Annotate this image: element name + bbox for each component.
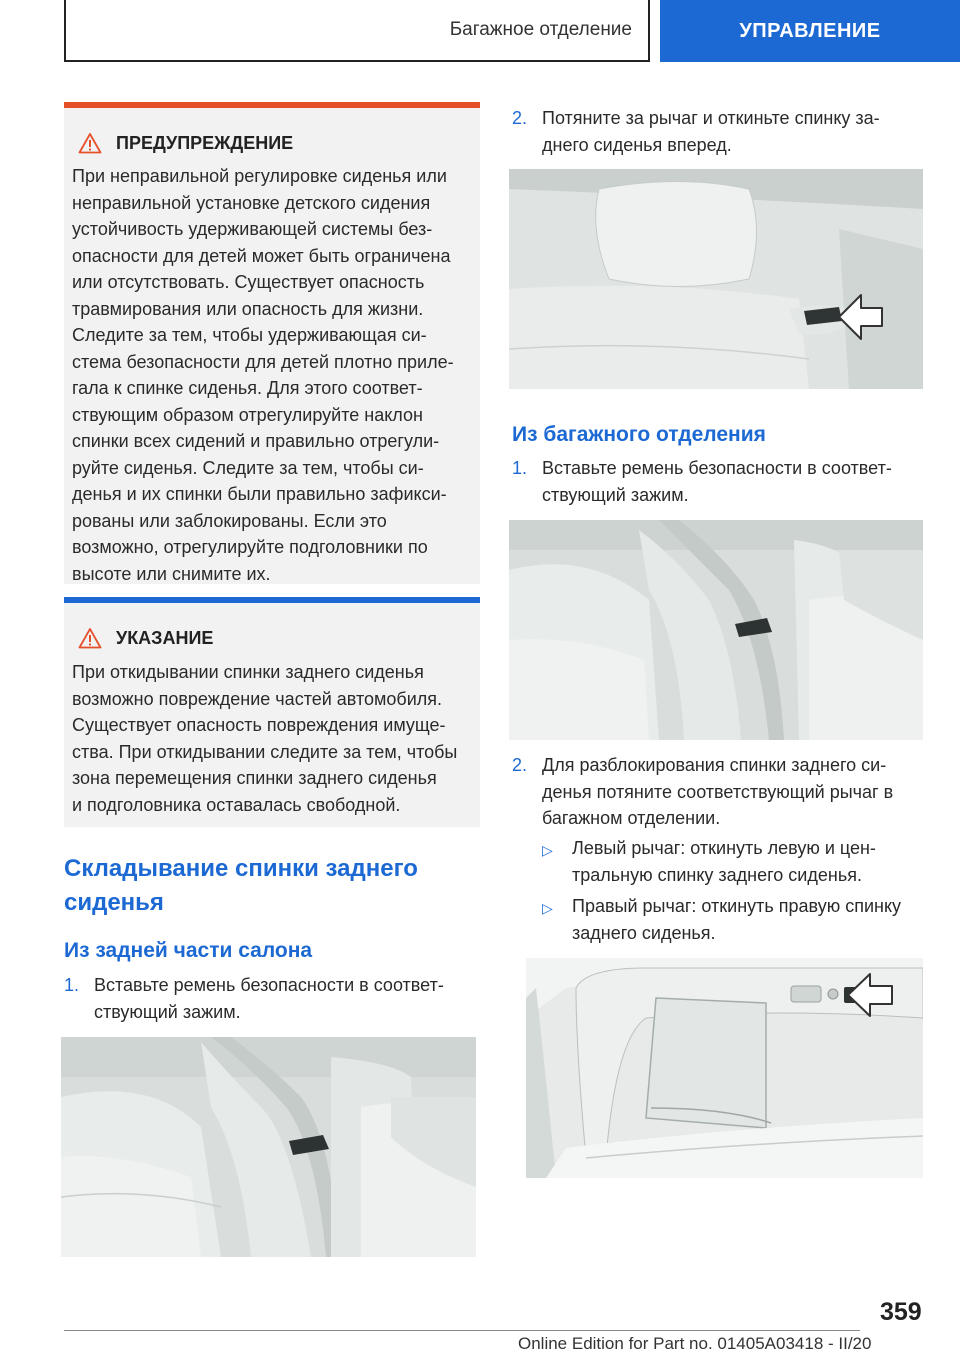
trunk-step-1 [512, 455, 932, 509]
warning-line: Следите за тем, чтобы удерживающая си- [72, 325, 427, 345]
warning-line: При неправильной регулировке сиденья или [72, 166, 447, 186]
warning-line: высоте или снимите их. [72, 563, 271, 584]
subheading-from-rear: Из задней части салона [64, 939, 313, 962]
step-text [542, 455, 892, 508]
step-line: Вставьте ремень безопасности в соответ- [94, 975, 444, 995]
photo-trunk-seat-belt-clip [509, 520, 923, 740]
substep-text [572, 893, 901, 946]
subheading-from-trunk: Из багажного отделения [512, 423, 766, 446]
step-number: 2. [512, 108, 528, 128]
substep-line: Левый рычаг: откинуть левую и цен- [572, 838, 876, 858]
trunk-step-2 [512, 752, 932, 832]
step-line: денья потяните соответствующий рычаг в [542, 781, 894, 802]
warning-line: опасности для детей может быть ограничена [72, 245, 451, 266]
step-number: 1. [512, 458, 528, 478]
trunk-substep-left-lever [542, 835, 932, 889]
header-chapter-title: УПРАВЛЕНИЕ [739, 19, 881, 42]
notice-triangle-icon [78, 627, 102, 649]
notice-title: УКАЗАНИЕ [116, 627, 214, 648]
warning-line: неправильной установке детского сидения [72, 192, 431, 213]
step-line: ствующий зажим. [542, 484, 689, 505]
section-heading-line: Складывание спинки заднего [64, 855, 418, 882]
notice-line: ства. При откидывании следите за тем, чтобы [72, 741, 458, 762]
page-number: 359 [880, 1298, 922, 1326]
substep-line: заднего сиденья. [572, 922, 716, 943]
notice-line: возможно повреждение частей автомобиля. [72, 688, 443, 709]
triangle-bullet-icon: ▷ [542, 900, 553, 916]
photo-trunk-lever [526, 958, 923, 1178]
step-text [542, 752, 893, 832]
substep-text [572, 835, 876, 888]
notice-text [72, 659, 457, 818]
warning-bar [64, 102, 480, 108]
warning-line: возможно, отрегулируйте подголовники по [72, 537, 428, 557]
warning-line: руйте сиденья. Следите за тем, чтобы си- [72, 457, 424, 478]
notice-bar [64, 597, 480, 603]
warning-line: гала к спинке сиденья. Для этого соответ- [72, 378, 423, 398]
warning-line: травмирования или опасность для жизни. [72, 298, 424, 319]
notice-line: и подголовника оставалась свободной. [72, 794, 401, 815]
step-text [94, 972, 444, 1025]
warning-line: ствующим образом отрегулируйте наклон [72, 404, 423, 425]
footer-edition: Online Edition for Part no. 01405A03418 - II/20 [518, 1334, 872, 1353]
header-chapter-tab [660, 0, 960, 62]
section-heading [64, 852, 484, 920]
rear-step-2 [512, 105, 932, 159]
footer-rule [64, 1330, 860, 1331]
notice-line: При откидывании спинки заднего сиденья [72, 662, 424, 682]
rear-step-1 [64, 972, 484, 1026]
step-line: Для разблокирования спинки заднего си- [542, 755, 887, 775]
warning-line: денья и их спинки были правильно зафикси- [72, 484, 447, 504]
warning-title: ПРЕДУПРЕЖДЕНИЕ [116, 132, 294, 153]
warning-line: спинки всех сидений и правильно отрегули- [72, 431, 440, 451]
substep-line: тральную спинку заднего сиденья. [572, 864, 862, 885]
warning-line: рованы или заблокированы. Если это [72, 510, 387, 531]
section-heading-line: сиденья [64, 889, 164, 916]
photo-rear-seat-belt-clip [61, 1037, 476, 1257]
trunk-substep-right-lever [542, 893, 932, 947]
notice-box [64, 597, 480, 827]
notice-line: зона перемещения спинки заднего сиденья [72, 768, 437, 788]
photo-rear-seat-lever [509, 169, 923, 389]
step-line: ствующий зажим. [94, 1001, 241, 1022]
step-line: днего сиденья вперед. [542, 134, 732, 155]
notice-line: Существует опасность повреждения имуще- [72, 715, 446, 735]
warning-triangle-icon [78, 132, 102, 154]
warning-line: стема безопасности для детей плотно приле- [72, 351, 454, 372]
step-text [542, 105, 880, 158]
step-line: Вставьте ремень безопасности в соответ- [542, 458, 892, 478]
step-line: Потяните за рычаг и откиньте спинку за- [542, 108, 880, 128]
step-number: 1. [64, 975, 80, 995]
warning-line: устойчивость удерживающей системы без- [72, 219, 433, 239]
header-section-title: Багажное отделение [449, 19, 632, 40]
warning-box [64, 102, 480, 584]
step-number: 2. [512, 755, 528, 775]
warning-line: или отсутствовать. Существует опасность [72, 272, 425, 292]
substep-line: Правый рычаг: откинуть правую спинку [572, 896, 902, 916]
step-line: багажном отделении. [542, 808, 721, 828]
warning-text [72, 163, 454, 587]
header-section-tab [64, 0, 650, 62]
triangle-bullet-icon: ▷ [542, 842, 553, 858]
